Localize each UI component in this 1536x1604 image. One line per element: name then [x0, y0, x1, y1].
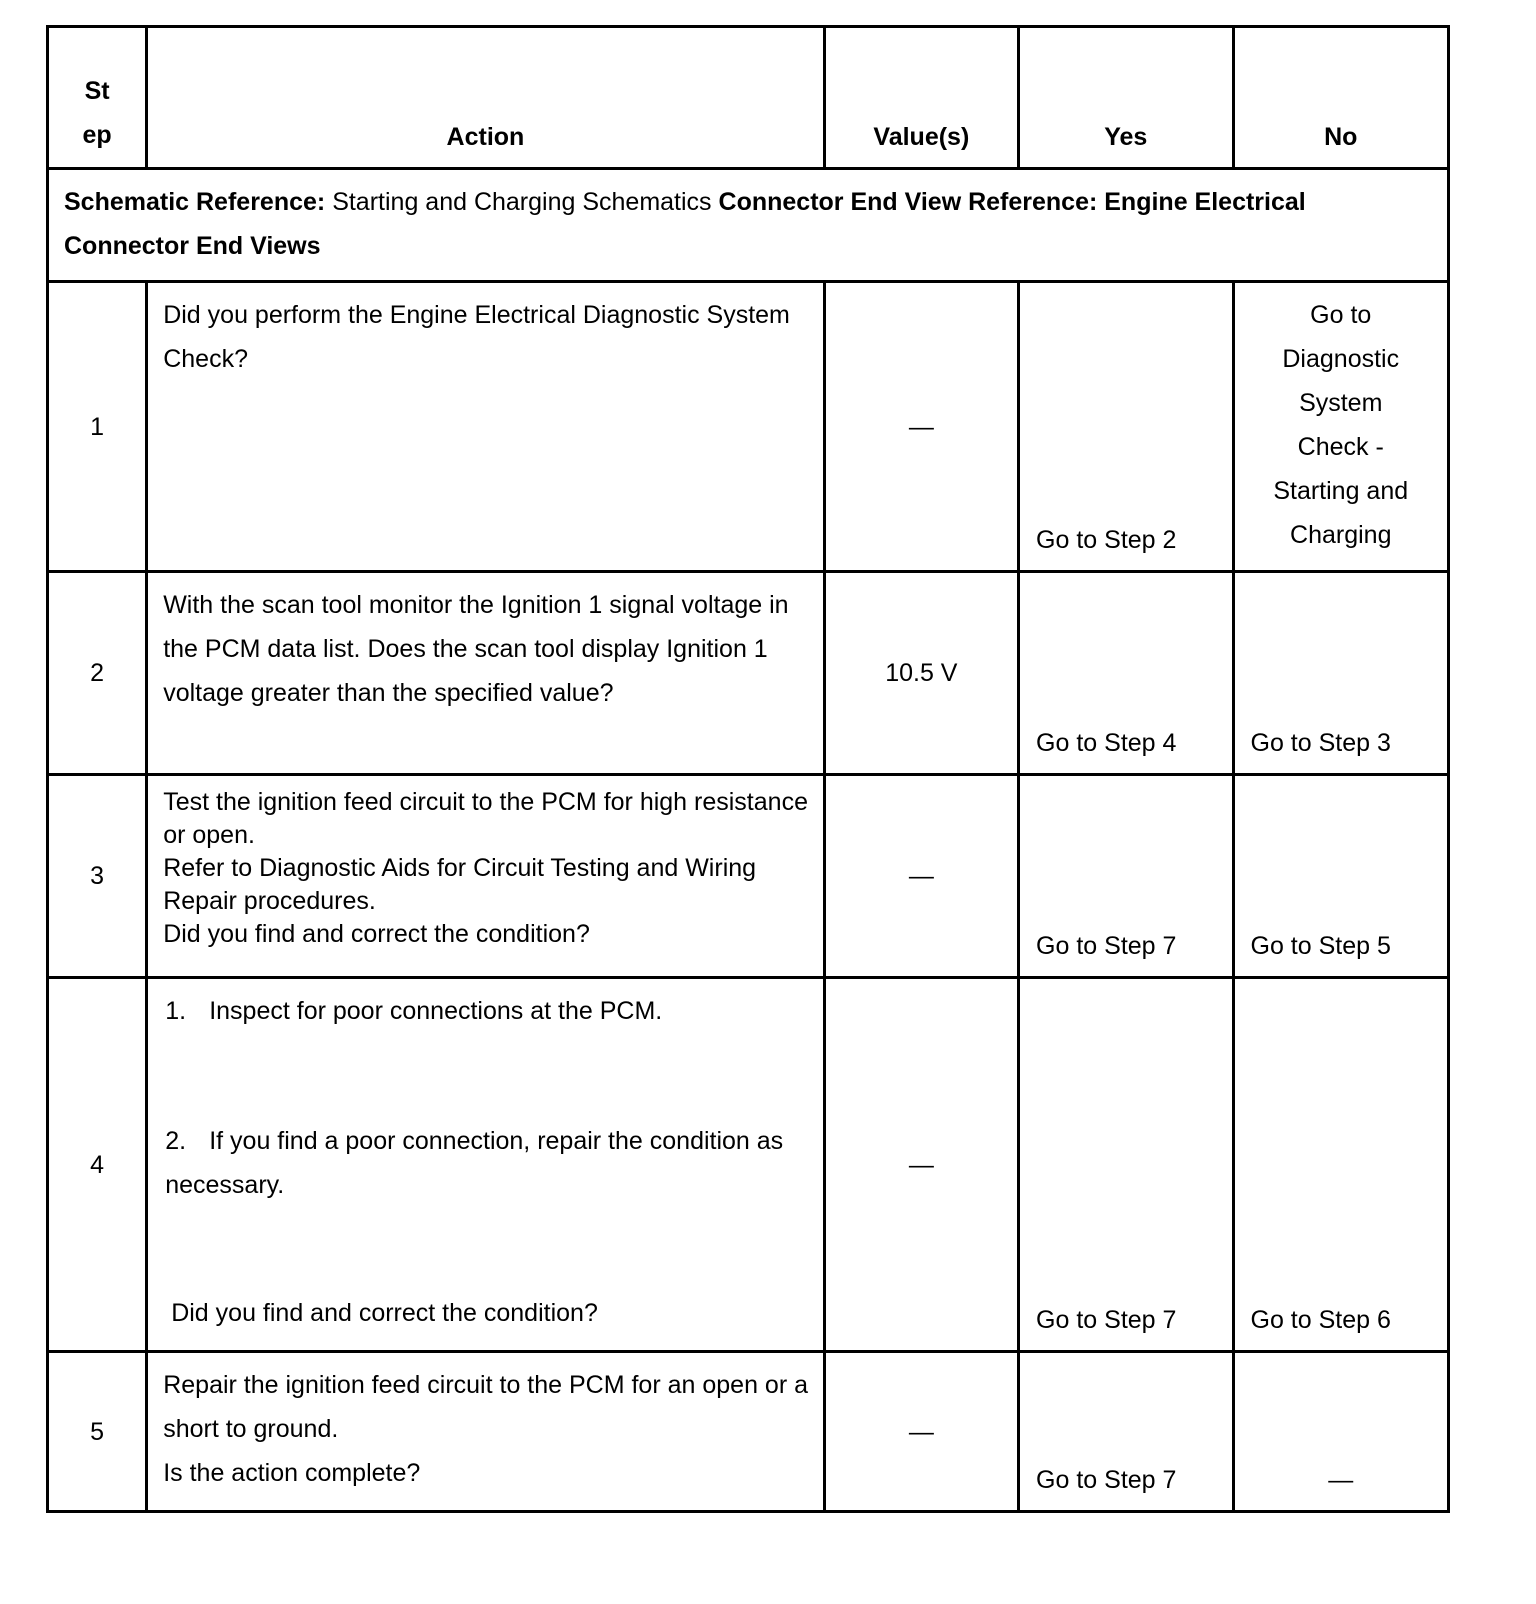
list-item-text: If you find a poor connection, repair the condition as necessary.: [165, 1127, 784, 1199]
no-cell: Go to Step 6: [1233, 978, 1449, 1352]
action-cell: [147, 572, 824, 775]
connector-reference: Connector End View Reference: Engine Electrical Connector End Views: [64, 188, 1306, 260]
table-row: [48, 775, 1449, 978]
header-action: Action: [147, 27, 824, 169]
header-step-line1: St: [84, 77, 110, 105]
list-item-text: Inspect for poor connections at the PCM.: [209, 997, 663, 1025]
yes-cell: Go to Step 2: [1019, 282, 1233, 572]
list-item: [163, 1119, 810, 1207]
no-cell: —: [1233, 1352, 1449, 1512]
step-number: 4: [48, 978, 147, 1352]
yes-cell: Go to Step 7: [1019, 978, 1233, 1352]
no-line: Diagnostic: [1282, 345, 1400, 373]
value-cell: —: [824, 1352, 1018, 1512]
action-cell: [147, 1352, 824, 1512]
action-text: Did you perform the Engine Electrical Diagnostic System Check?: [163, 301, 790, 373]
table-row: [48, 978, 1449, 1352]
action-text: Test the ignition feed circuit to the PCM for high resistance or open.: [163, 788, 808, 849]
yes-cell: Go to Step 7: [1019, 775, 1233, 978]
value-cell: —: [824, 282, 1018, 572]
table-row: [48, 1352, 1449, 1512]
action-cell: [147, 978, 824, 1352]
no-line: Go to: [1310, 301, 1372, 329]
no-line: Starting and: [1273, 477, 1409, 505]
value-cell: —: [824, 978, 1018, 1352]
step-number: 3: [48, 775, 147, 978]
header-row: [48, 27, 1449, 169]
step-number: 5: [48, 1352, 147, 1512]
header-yes: Yes: [1019, 27, 1233, 169]
list-item-number: 1.: [165, 997, 187, 1025]
yes-cell: Go to Step 4: [1019, 572, 1233, 775]
action-text: Refer to Diagnostic Aids for Circuit Testing and Wiring Repair procedures.: [163, 854, 757, 915]
table-row: [48, 572, 1449, 775]
reference-row: [48, 169, 1449, 282]
header-step-line2: ep: [82, 121, 112, 149]
yes-cell: Go to Step 7: [1019, 1352, 1233, 1512]
schematic-reference-text: Starting and Charging Schematics: [332, 188, 712, 216]
action-cell: [147, 282, 824, 572]
header-no: No: [1233, 27, 1449, 169]
action-text: Repair the ignition feed circuit to the PCM for an open or a short to ground.: [163, 1371, 809, 1443]
no-line: Check -: [1297, 433, 1384, 461]
action-text: With the scan tool monitor the Ignition 1 signal voltage in the PCM data list. Does the scan tool display Ignition 1 voltage greater than the specified value?: [163, 591, 789, 707]
value-cell: 10.5 V: [824, 572, 1018, 775]
action-cell: [147, 775, 824, 978]
no-cell: Go to Step 3: [1233, 572, 1449, 775]
header-step: [48, 27, 147, 169]
list-item: [163, 989, 810, 1033]
action-text: Did you find and correct the condition?: [163, 920, 590, 948]
table-row: [48, 282, 1449, 572]
action-text: Did you find and correct the condition?: [171, 1299, 598, 1327]
no-line: Charging: [1290, 521, 1392, 549]
action-text: Is the action complete?: [163, 1459, 421, 1487]
schematic-reference-label: Schematic Reference:: [64, 188, 326, 216]
no-line: System: [1299, 389, 1383, 417]
step-number: 1: [48, 282, 147, 572]
header-values: Value(s): [824, 27, 1018, 169]
diagnostic-table: [46, 25, 1450, 1513]
step-number: 2: [48, 572, 147, 775]
reference-cell: [48, 169, 1449, 282]
list-item-number: 2.: [165, 1127, 187, 1155]
value-cell: —: [824, 775, 1018, 978]
no-cell: Go to Step 5: [1233, 775, 1449, 978]
no-cell: [1233, 282, 1449, 572]
